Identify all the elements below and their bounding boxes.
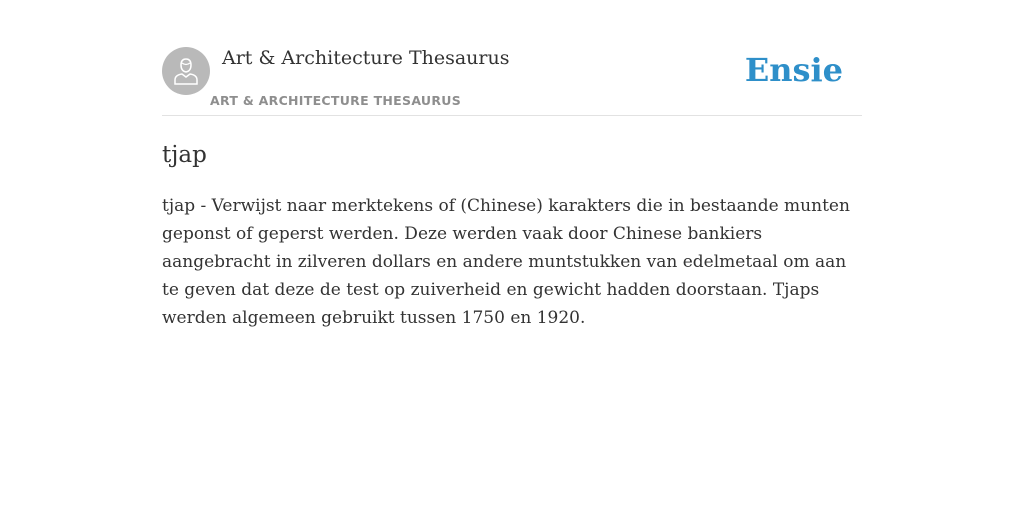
brand-logo[interactable]: Ensie bbox=[744, 51, 843, 89]
user-silhouette-icon bbox=[171, 56, 201, 86]
entry-definition: tjap - Verwijst naar merktekens of (Chinese) karakters die in bestaande munten geponst of geperst werden. Deze werden vaak door Chinese bankiers aangebracht in zilveren dollars en andere muntstukken van edelmetaal om aan te geven dat deze de test op zuiverheid en gewicht hadden doorstaan. Tjaps werden algemeen gebruikt tussen 1750 en 1920. bbox=[162, 196, 850, 328]
source-label: ART & ARCHITECTURE THESAURUS bbox=[210, 93, 462, 108]
entry-title: tjap bbox=[162, 142, 207, 168]
author-name[interactable]: Art & Architecture Thesaurus bbox=[222, 47, 510, 69]
author-avatar[interactable] bbox=[162, 47, 210, 95]
page bbox=[162, 0, 862, 332]
header bbox=[162, 0, 862, 116]
